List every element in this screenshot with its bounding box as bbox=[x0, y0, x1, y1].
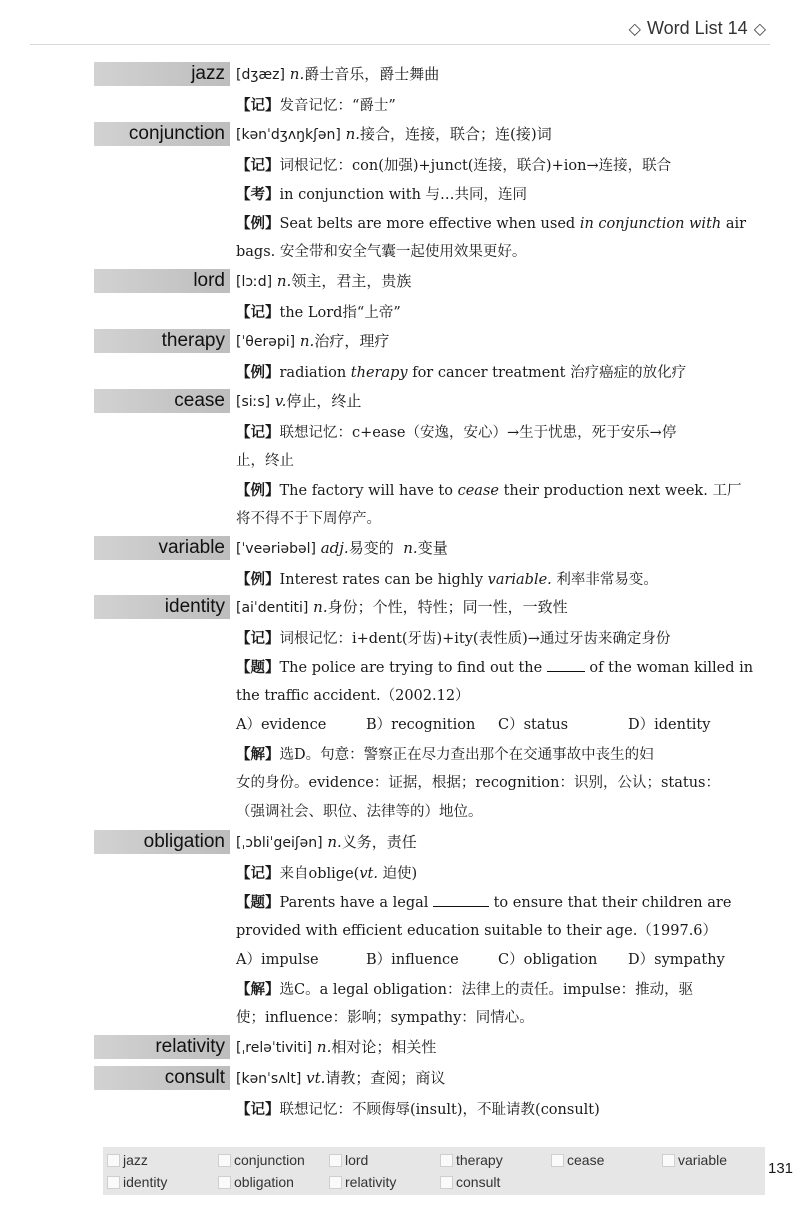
definition: 变量 bbox=[417, 539, 448, 557]
note-italic: vt. bbox=[359, 866, 378, 882]
header-divider bbox=[30, 44, 770, 45]
headword-line bbox=[236, 329, 770, 354]
note-text: the Lord指“上帝” bbox=[279, 305, 401, 321]
pronunciation: [dʒæz] bbox=[236, 67, 285, 83]
option-a: A）impulse bbox=[236, 952, 319, 968]
example-italic: in conjunction with bbox=[579, 216, 722, 232]
note-text: 词根记忆：i+dent(牙齿)+ity(表性质)→通过牙齿来确定身份 bbox=[279, 631, 671, 647]
tag-ji: 【记】 bbox=[236, 630, 280, 647]
headword-line bbox=[236, 389, 770, 414]
headword-line bbox=[236, 62, 770, 87]
headword: jazz bbox=[94, 62, 230, 86]
question-continuation: provided with efficient education suitable to their age.（1997.6） bbox=[236, 923, 718, 939]
definition: 相对论；相关性 bbox=[331, 1038, 437, 1056]
part-of-speech: n. bbox=[276, 272, 292, 290]
definition: 爵士音乐，爵士舞曲 bbox=[304, 65, 440, 83]
explanation-continuation: （强调社会、职位、法律等的）地位。 bbox=[236, 804, 483, 820]
example-italic: variable. bbox=[487, 572, 552, 588]
memory-note bbox=[236, 298, 766, 328]
exam-question bbox=[236, 653, 766, 683]
definition: 身份；个性，特性；同一性，一致性 bbox=[327, 598, 568, 616]
part-of-speech: n. bbox=[316, 1038, 332, 1056]
exam-question bbox=[236, 888, 766, 918]
headword-line bbox=[236, 269, 770, 294]
example-italic: therapy bbox=[350, 365, 408, 381]
review-word: lord bbox=[325, 1149, 435, 1171]
note-text: in conjunction with 与…共同，连同 bbox=[279, 187, 528, 203]
pronunciation: [ˈveəriəbəl] bbox=[236, 541, 316, 557]
diamond-icon: ◇ bbox=[753, 20, 766, 38]
pronunciation: [ˌɔbliˈgeiʃən] bbox=[236, 835, 323, 851]
review-word: identity bbox=[103, 1171, 213, 1193]
diamond-icon: ◇ bbox=[628, 20, 641, 38]
review-word: conjunction bbox=[214, 1149, 324, 1171]
note-text: 联想记忆：不顾侮辱(insult)，不耻请教(consult) bbox=[279, 1102, 600, 1118]
tag-li: 【例】 bbox=[236, 482, 280, 499]
memory-continuation: 止，终止 bbox=[236, 453, 294, 469]
headword-line bbox=[236, 830, 770, 855]
page-number: 131 bbox=[768, 1160, 794, 1177]
question-text: Parents have a legal bbox=[279, 895, 429, 911]
example-continuation: 将不得不于下周停产。 bbox=[236, 511, 381, 527]
example-text: radiation bbox=[279, 365, 347, 381]
note-text: 联想记忆：c+ease（安逸，安心）→生于忧患，死于安乐→停 bbox=[279, 425, 677, 441]
exam-note bbox=[236, 180, 766, 210]
note-text: 来自oblige( bbox=[279, 866, 360, 882]
question-text: of the woman killed in bbox=[589, 660, 754, 676]
answer-explanation bbox=[236, 975, 766, 1005]
example-text: their production next week. 工厂 bbox=[503, 483, 742, 499]
tag-ji: 【记】 bbox=[236, 97, 280, 114]
option-d: D）identity bbox=[628, 717, 711, 733]
example-sentence bbox=[236, 476, 766, 506]
example-text: 利率非常易变。 bbox=[556, 572, 658, 588]
tag-jie: 【解】 bbox=[236, 981, 280, 998]
question-continuation: the traffic accident.（2002.12） bbox=[236, 688, 470, 704]
headword: identity bbox=[94, 595, 230, 619]
page-header bbox=[629, 18, 766, 39]
headword: therapy bbox=[94, 329, 230, 353]
pronunciation: [siːs] bbox=[236, 394, 271, 410]
part-of-speech: adj. bbox=[320, 539, 349, 557]
tag-ji: 【记】 bbox=[236, 304, 280, 321]
headword-line bbox=[236, 1035, 770, 1060]
option-a: A）evidence bbox=[236, 717, 327, 733]
memory-note bbox=[236, 624, 766, 654]
example-sentence bbox=[236, 358, 766, 388]
explanation-text: 选C。a legal obligation：法律上的责任。impulse：推动，驱 bbox=[279, 982, 694, 998]
memory-note bbox=[236, 859, 766, 889]
memory-note bbox=[236, 151, 766, 181]
headword-line bbox=[236, 595, 770, 620]
option-b: B）influence bbox=[366, 952, 459, 968]
part-of-speech: n. bbox=[403, 539, 418, 557]
example-text: Interest rates can be highly bbox=[279, 572, 484, 588]
question-text: to ensure that their children are bbox=[493, 895, 732, 911]
note-text: 词根记忆：con(加强)+junct(连接，联合)+ion→连接，联合 bbox=[279, 158, 672, 174]
headword-line bbox=[236, 536, 770, 561]
option-d: D）sympathy bbox=[628, 952, 725, 968]
example-text: for cancer treatment 治疗癌症的放化疗 bbox=[412, 365, 687, 381]
part-of-speech: v. bbox=[274, 392, 287, 410]
tag-kao: 【考】 bbox=[236, 186, 280, 203]
review-word: obligation bbox=[214, 1171, 324, 1193]
pronunciation: [aiˈdentiti] bbox=[236, 600, 309, 616]
tag-li: 【例】 bbox=[236, 571, 280, 588]
pronunciation: [ˈθerəpi] bbox=[236, 334, 296, 350]
headword: consult bbox=[94, 1066, 230, 1090]
example-continuation: bags. 安全带和安全气囊一起使用效果更好。 bbox=[236, 244, 527, 260]
tag-ti: 【题】 bbox=[236, 659, 280, 676]
headword: conjunction bbox=[94, 122, 230, 146]
tag-ji: 【记】 bbox=[236, 424, 280, 441]
definition: 易变的 bbox=[348, 539, 394, 557]
part-of-speech: n. bbox=[299, 332, 315, 350]
tag-ji: 【记】 bbox=[236, 865, 280, 882]
example-sentence bbox=[236, 565, 766, 595]
tag-ji: 【记】 bbox=[236, 157, 280, 174]
review-word-box bbox=[103, 1147, 765, 1195]
review-word: relativity bbox=[325, 1171, 435, 1193]
answer-blank bbox=[547, 657, 585, 672]
question-text: The police are trying to find out the bbox=[279, 660, 543, 676]
option-c: C）obligation bbox=[498, 952, 598, 968]
part-of-speech: n. bbox=[327, 833, 342, 851]
pronunciation: [ˌreləˈtiviti] bbox=[236, 1040, 313, 1056]
part-of-speech: n. bbox=[289, 65, 305, 83]
example-text: Seat belts are more effective when used bbox=[279, 216, 576, 232]
pronunciation: [lɔːd] bbox=[236, 274, 273, 290]
explanation-continuation: 使；influence：影响；sympathy：同情心。 bbox=[236, 1010, 534, 1026]
example-sentence bbox=[236, 209, 766, 239]
part-of-speech: vt. bbox=[306, 1069, 326, 1087]
memory-note bbox=[236, 1095, 766, 1125]
definition: 停止，终止 bbox=[286, 392, 362, 410]
memory-note bbox=[236, 418, 766, 448]
explanation-text: 选D。句意：警察正在尽力查出那个在交通事故中丧生的妇 bbox=[279, 747, 654, 763]
headword: obligation bbox=[94, 830, 230, 854]
review-word: jazz bbox=[103, 1149, 213, 1171]
headword: relativity bbox=[94, 1035, 230, 1059]
option-b: B）recognition bbox=[366, 717, 476, 733]
pronunciation: [kənˈsʌlt] bbox=[236, 1071, 302, 1087]
headword-line bbox=[236, 1066, 770, 1091]
example-text: air bbox=[725, 216, 747, 232]
tag-li: 【例】 bbox=[236, 215, 280, 232]
note-text: 发音记忆：“爵士” bbox=[279, 98, 396, 114]
review-word: consult bbox=[436, 1171, 546, 1193]
pronunciation: [kənˈdʒʌŋkʃən] bbox=[236, 127, 341, 143]
headword: cease bbox=[94, 389, 230, 413]
memory-note bbox=[236, 91, 766, 121]
tag-ji: 【记】 bbox=[236, 1101, 280, 1118]
example-italic: cease bbox=[457, 483, 499, 499]
review-word: cease bbox=[547, 1149, 657, 1171]
tag-jie: 【解】 bbox=[236, 746, 280, 763]
definition: 请教；查阅；商议 bbox=[325, 1069, 446, 1087]
part-of-speech: n. bbox=[313, 598, 328, 616]
review-word: therapy bbox=[436, 1149, 546, 1171]
definition: 接合，连接，联合；连(接)词 bbox=[360, 125, 552, 143]
answer-blank bbox=[433, 892, 489, 907]
word-list-title: Word List 14 bbox=[646, 18, 748, 38]
headword: lord bbox=[94, 269, 230, 293]
review-word: variable bbox=[658, 1149, 768, 1171]
part-of-speech: n. bbox=[345, 125, 361, 143]
example-text: The factory will have to bbox=[279, 483, 453, 499]
answer-explanation bbox=[236, 740, 766, 770]
tag-ti: 【题】 bbox=[236, 894, 280, 911]
headword-line bbox=[236, 122, 770, 147]
explanation-continuation: 女的身份。evidence：证据，根据；recognition：识别，公认；status： bbox=[236, 775, 720, 791]
definition: 领主，君主，贵族 bbox=[291, 272, 412, 290]
definition: 治疗，理疗 bbox=[314, 332, 390, 350]
definition: 义务，责任 bbox=[341, 833, 417, 851]
tag-li: 【例】 bbox=[236, 364, 280, 381]
note-text: 迫使) bbox=[377, 866, 418, 882]
headword: variable bbox=[94, 536, 230, 560]
option-c: C）status bbox=[498, 717, 569, 733]
